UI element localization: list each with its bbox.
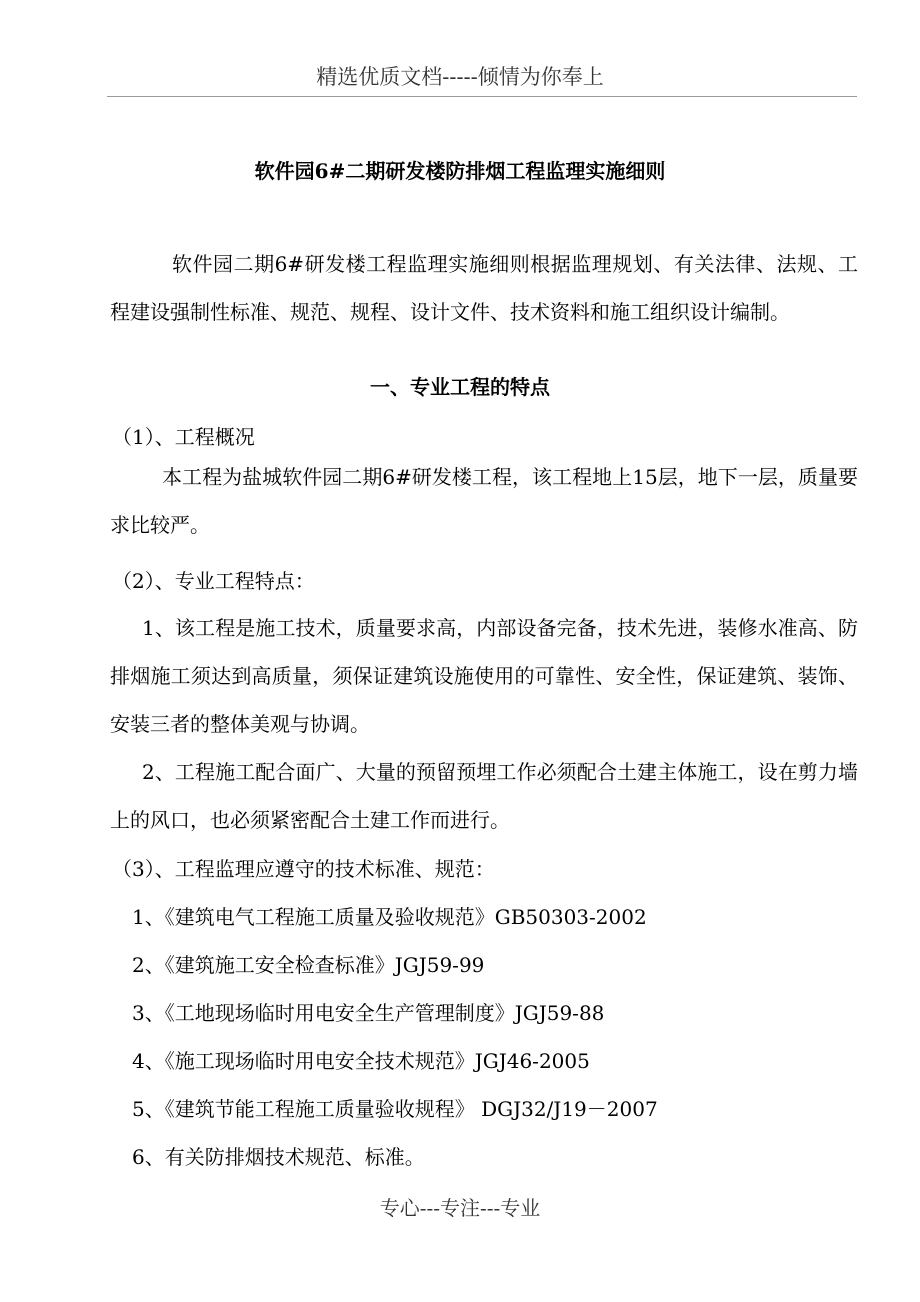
overview-paragraph: 本工程为盐城软件园二期6#研发楼工程，该工程地上15层，地下一层，质量要求比较严。: [110, 465, 858, 537]
section-heading: 一、专业工程的特点: [370, 375, 550, 399]
document-title: 软件园6#二期研发楼防排烟工程监理实施细则: [254, 159, 666, 183]
page-header: 精选优质文档-----倾情为你奉上: [316, 65, 604, 89]
standard-item-4: 4、《施工现场临时用电安全技术规范》JGJ46-2005: [132, 1049, 590, 1073]
standard-item-1: 1、《建筑电气工程施工质量及验收规范》GB50303-2002: [132, 905, 647, 929]
feature-paragraph-1: 1、该工程是施工技术，质量要求高，内部设备完备，技术先进，装修水准高、防排烟施工须达到高质量，须保证建筑设施使用的可靠性、安全性，保证建筑、装饰、安装三者的整体美观与协调。: [110, 616, 858, 736]
standards-heading: （3）、工程监理应遵守的技术标准、规范：: [112, 857, 495, 881]
overview-heading: （1）、工程概况: [112, 425, 255, 449]
page-footer: 专心---专注---专业: [379, 1196, 541, 1220]
feature-paragraph-2: 2、工程施工配合面广、大量的预留预埋工作必须配合土建主体施工，设在剪力墙上的风口，也必须紧密配合土建工作而进行。: [110, 760, 858, 832]
features-heading: （2）、专业工程特点：: [112, 569, 315, 593]
standard-item-5: 5、《建筑节能工程施工质量验收规程》 DGJ32/J19－2007: [132, 1097, 658, 1121]
standard-item-2: 2、《建筑施工安全检查标准》JGJ59-99: [132, 953, 485, 977]
standard-item-6: 6、有关防排烟技术规范、标准。: [132, 1145, 425, 1169]
intro-paragraph: 软件园二期6#研发楼工程监理实施细则根据监理规划、有关法律、法规、工程建设强制性标准、规范、规程、设计文件、技术资料和施工组织设计编制。: [110, 252, 858, 324]
standard-item-3: 3、《工地现场临时用电安全生产管理制度》JGJ59-88: [132, 1001, 605, 1025]
header-divider: [107, 96, 857, 97]
